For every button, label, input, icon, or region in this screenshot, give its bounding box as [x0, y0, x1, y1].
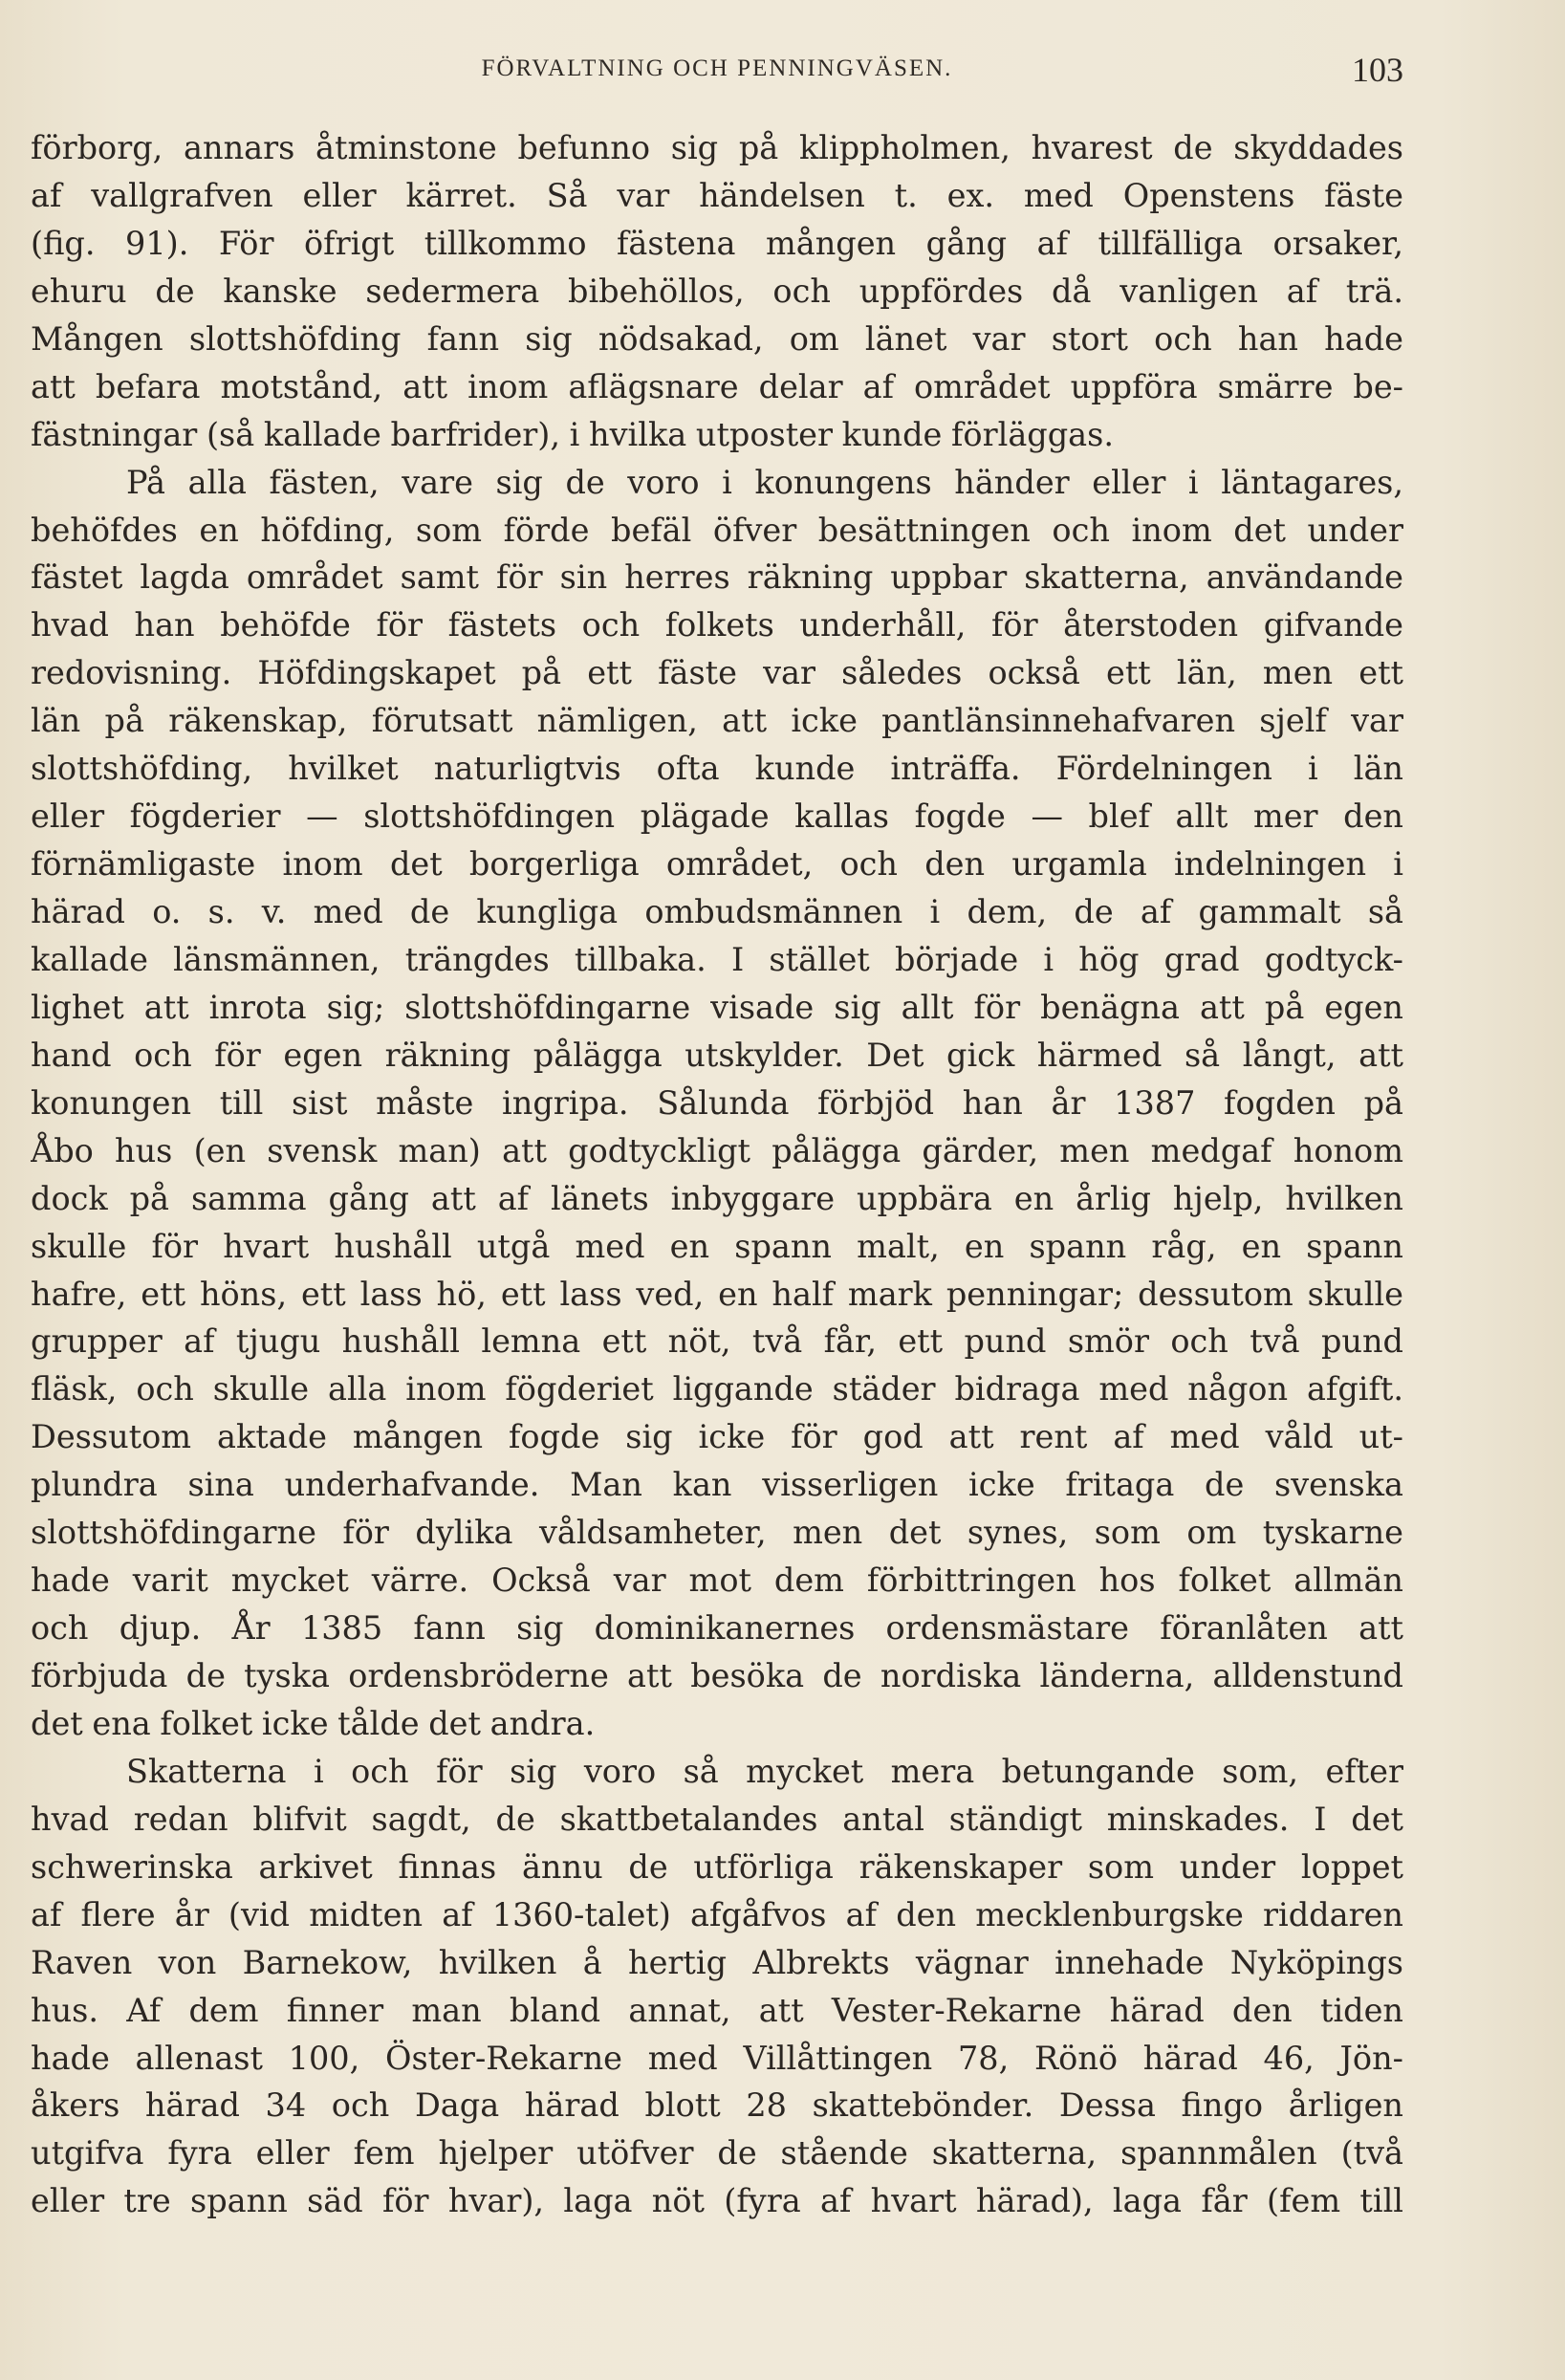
- text-line: Åbo hus (en svensk man) att godtyckligt pålägga gärder, men medgaf honom: [31, 1131, 1403, 1169]
- text-line: det ena folket icke tålde det andra.: [31, 1704, 596, 1742]
- text-line: förnämligaste inom det borgerliga området, och den urgamla indelningen i: [31, 845, 1403, 884]
- text-line: slottshöfding, hvilket naturligtvis ofta kunde inträffa. Fördelningen i län: [31, 750, 1403, 788]
- text-line: dock på samma gång att af länets inbyggare uppbära en årlig hjelp, hvilken: [31, 1179, 1403, 1217]
- text-line: förborg, annars åtminstone befunno sig på klippholmen, hvarest de skyddades: [31, 129, 1403, 166]
- paragraph-start-line: På alla fästen, vare sig de voro i konungens händer eller i läntagares,: [126, 463, 1403, 501]
- text-line: Dessutom aktade mången fogde sig icke för god att rent af med våld ut-: [31, 1418, 1403, 1456]
- text-line: hade allenast 100, Öster-Rekarne med Villåttingen 78, Rönö härad 46, Jön-: [31, 2039, 1403, 2077]
- text-line: plundra sina underhafvande. Man kan visserligen icke fritaga de svenska: [31, 1466, 1403, 1504]
- running-title: FÖRVALTNING OCH PENNINGVÄSEN.: [481, 55, 953, 81]
- text-line: län på räkenskap, förutsatt nämligen, att icke pantlänsinnehafvaren sjelf var: [31, 702, 1403, 740]
- text-line: hvad han behöfde för fästets och folkets underhåll, för återstoden gifvande: [31, 606, 1403, 644]
- text-line: eller fögderier — slottshöfdingen plägade kallas fogde — blef allt mer den: [31, 797, 1403, 836]
- text-line: förbjuda de tyska ordensbröderne att besöka de nordiska länderna, alldenstund: [31, 1657, 1403, 1694]
- text-line: fästet lagda området samt för sin herres räkning uppbar skatterna, användande: [31, 558, 1403, 597]
- text-line: hus. Af dem finner man bland annat, att Vester-Rekarne härad den tiden: [31, 1991, 1403, 2029]
- text-line: härad o. s. v. med de kungliga ombudsmännen i dem, de af gammalt så: [31, 893, 1403, 930]
- text-line: att befara motstånd, att inom aflägsnare delar af området uppföra smärre be-: [31, 367, 1403, 405]
- text-line: fästningar (så kallade barfrider), i hvilka utposter kunde förläggas.: [31, 415, 1114, 453]
- text-line: ehuru de kanske sedermera bibehöllos, och uppfördes då vanligen af trä.: [31, 272, 1403, 310]
- page-header: [31, 50, 1403, 92]
- text-line: hvad redan blifvit sagdt, de skattbetalandes antal ständigt minskades. I det: [31, 1800, 1403, 1838]
- paragraph-start-line: Skatterna i och för sig voro så mycket mera betungande som, efter: [126, 1752, 1403, 1790]
- body-text: [31, 124, 1403, 2225]
- text-line: af flere år (vid midten af 1360-talet) afgåfvos af den mecklenburgske riddaren: [31, 1895, 1403, 1933]
- text-line: kallade länsmännen, trängdes tillbaka. I stället började i hög grad godtyck-: [31, 940, 1403, 978]
- text-line: hade varit mycket värre. Också var mot dem förbittringen hos folket allmän: [31, 1561, 1403, 1600]
- text-line: Raven von Barnekow, hvilken å hertig Albrekts vägnar innehade Nyköpings: [31, 1943, 1403, 1981]
- text-line: hafre, ett höns, ett lass hö, ett lass ved, en half mark penningar; dessutom skulle: [31, 1275, 1403, 1313]
- text-line: behöfdes en höfding, som förde befäl öfver besättningen och inom det under: [31, 511, 1403, 549]
- text-line: konungen till sist måste ingripa. Sålunda förbjöd han år 1387 fogden på: [31, 1083, 1403, 1122]
- text-line: grupper af tjugu hushåll lemna ett nöt, två får, ett pund smör och två pund: [31, 1322, 1403, 1361]
- text-line: slottshöfdingarne för dylika våldsamheter, men det synes, som om tyskarne: [31, 1514, 1403, 1552]
- text-line: schwerinska arkivet finnas ännu de utförliga räkenskaper som under loppet: [31, 1847, 1403, 1886]
- text-line: hand och för egen räkning pålägga utskylder. Det gick härmed så långt, att: [31, 1036, 1403, 1074]
- text-line: och djup. År 1385 fann sig dominikanernes ordensmästare föranlåten att: [31, 1609, 1403, 1648]
- text-line: fläsk, och skulle alla inom fögderiet liggande städer bidraga med någon afgift.: [31, 1370, 1403, 1408]
- text-line: Mången slottshöfding fann sig nödsakad, om länet var stort och han hade: [31, 319, 1403, 358]
- text-line: (fig. 91). För öfrigt tillkommo fästena mången gång af tillfälliga orsaker,: [31, 224, 1403, 262]
- text-line: af vallgrafven eller kärret. Så var händelsen t. ex. med Openstens fäste: [31, 176, 1403, 214]
- text-line: lighet att inrota sig; slottshöfdingarne visade sig allt för benägna att på egen: [31, 988, 1403, 1026]
- text-line: redovisning. Höfdingskapet på ett fäste var således också ett län, men ett: [31, 654, 1403, 692]
- page-number: 103: [1352, 51, 1403, 89]
- text-line: eller tre spann säd för hvar), laga nöt (fyra af hvart härad), laga får (fem till: [31, 2182, 1403, 2220]
- text-line: utgifva fyra eller fem hjelper utöfver de stående skatterna, spannmålen (två: [31, 2134, 1403, 2173]
- text-line: skulle för hvart hushåll utgå med en spann malt, en spann råg, en spann: [31, 1227, 1403, 1265]
- text-line: åkers härad 34 och Daga härad blott 28 skattebönder. Dessa fingo årligen: [31, 2086, 1403, 2125]
